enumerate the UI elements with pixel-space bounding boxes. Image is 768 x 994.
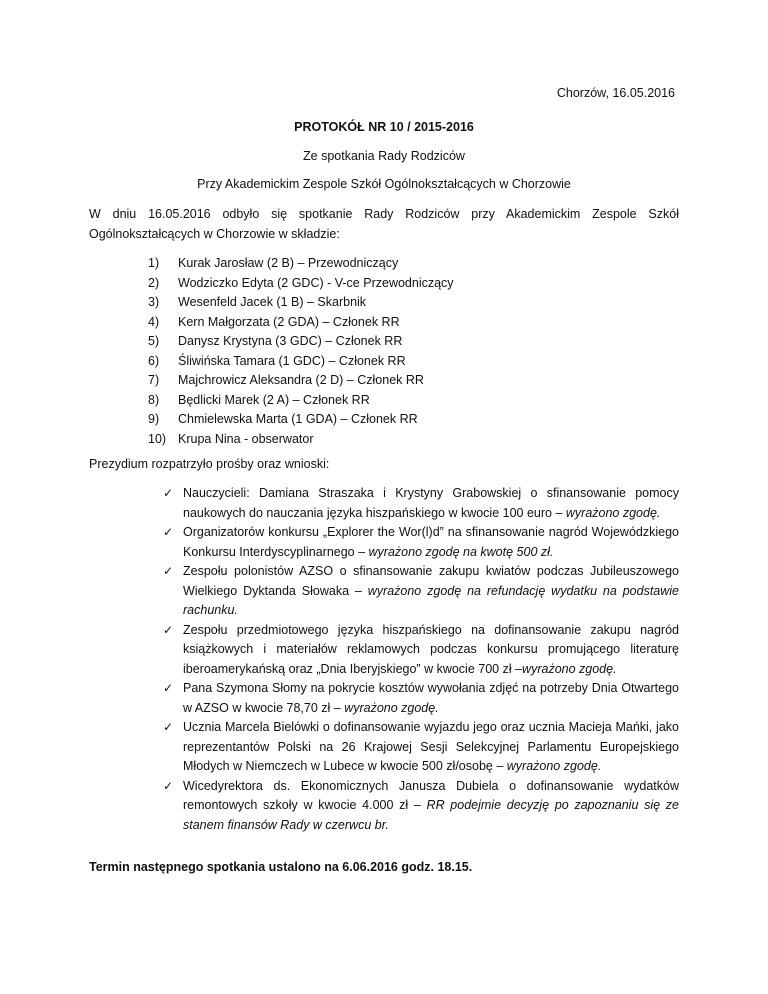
request-text: Ucznia Marcela Bielówki o dofinansowanie wyjazdu jego oraz ucznia Macieja Mańki, jako reprezentantów Polski na 26 Krajowej Sesji Selekcyjnej Parlamentu Europejskiego Młodych w Niemczech w Lubece w kwocie 500 zł/osobę – <box>183 720 679 773</box>
presidium-heading: Prezydium rozpatrzyło prośby oraz wnioski: <box>89 457 330 471</box>
member-text: Kurak Jarosław (2 B) – Przewodniczący <box>178 256 399 270</box>
member-text: Wesenfeld Jacek (1 B) – Skarbnik <box>178 295 367 309</box>
member-number: 4) <box>148 314 160 329</box>
list-item <box>163 679 679 718</box>
list-item <box>163 777 679 836</box>
document-subtitle-meeting: Ze spotkania Rady Rodziców <box>303 149 465 163</box>
checkmark-icon: ✓ <box>163 681 174 695</box>
list-item <box>148 274 454 294</box>
checkmark-icon: ✓ <box>163 525 174 539</box>
request-text: Pana Szymona Słomy na pokrycie kosztów wywołania zdjęć na potrzeby Dnia Otwartego w AZSO w kwocie 78,70 zł – <box>183 681 679 715</box>
document-title: PROTOKÓŁ NR 10 / 2015-2016 <box>294 120 474 134</box>
request-decision: wyrażono zgodę na refundację wydatku na podstawie rachunku. <box>183 583 679 617</box>
list-item <box>148 391 454 411</box>
member-number: 5) <box>148 334 160 348</box>
document-date: Chorzów, 16.05.2016 <box>556 86 675 100</box>
list-item <box>163 621 679 680</box>
request-decision: wyrażono zgodę. <box>344 700 439 715</box>
checkmark-icon: ✓ <box>163 486 174 500</box>
request-text: Zespołu polonistów AZSO o sfinansowanie zakupu kwiatów podczas Jubileuszowego Wielkiego Dyktanda Słowaka – <box>183 564 679 598</box>
list-item <box>148 410 454 430</box>
member-text: Kern Małgorzata (2 GDA) – Członek RR <box>178 314 400 329</box>
checkmark-icon: ✓ <box>163 720 174 734</box>
list-item <box>163 562 679 621</box>
checkmark-icon: ✓ <box>163 564 174 578</box>
list-item <box>148 430 454 450</box>
list-item <box>148 352 454 372</box>
member-number: 8) <box>148 392 160 407</box>
member-number: 6) <box>148 353 160 368</box>
list-item <box>148 371 454 391</box>
member-number: 1) <box>148 256 160 270</box>
list-item <box>148 293 454 313</box>
member-number: 9) <box>148 412 160 426</box>
members-list <box>148 254 454 449</box>
list-item <box>163 484 679 523</box>
list-item <box>148 313 454 333</box>
requests-list <box>163 484 679 835</box>
member-number: 10) <box>148 431 167 446</box>
checkmark-icon: ✓ <box>163 778 174 793</box>
member-text: Będlicki Marek (2 A) – Członek RR <box>178 392 370 407</box>
member-text: Wodziczko Edyta (2 GDC) - V-ce Przewodniczący <box>178 275 454 290</box>
request-decision: wyrażono zgodę na kwotę 500 zł. <box>368 544 554 559</box>
request-decision: RR podejmie decyzję po zapoznaniu się ze stanem finansów Rady w czerwcu br. <box>183 798 680 832</box>
checkmark-icon: ✓ <box>163 622 174 637</box>
request-text: Organizatorów konkursu „Explorer the Wor(l)d” na sfinansowanie nagród Wojewódzkiego Konkursu Interdyscyplinarnego – <box>183 525 679 559</box>
request-decision: wyrażono zgodę. <box>506 759 602 773</box>
list-item <box>148 254 454 274</box>
member-number: 3) <box>148 295 160 309</box>
list-item <box>163 718 679 777</box>
next-meeting-note: Termin następnego spotkania ustalono na 6.06.2016 godz. 18.15. <box>89 860 473 874</box>
request-text: Zespołu przedmiotowego języka hiszpańskiego na dofinansowanie zakupu nagród książkowych i materiałów reklamowych podczas konkursu promującego literaturę iberoamerykańską oraz „Dnia Iberyjskiego” w kwocie 700 zł – <box>183 622 679 676</box>
member-text: Danysz Krystyna (3 GDC) – Członek RR <box>178 334 403 348</box>
member-number: 2) <box>148 275 160 290</box>
request-text: Wicedyrektora ds. Ekonomicznych Janusza Dubiela o dofinansowanie wydatków remontowych szkoły w kwocie 4.000 zł – <box>183 778 679 812</box>
list-item <box>163 523 679 562</box>
request-text: Nauczycieli: Damiana Straszaka i Krystyny Grabowskiej o sfinansowanie pomocy naukowych do nauczania języka hiszpańskiego w kwocie 100 euro – <box>183 486 679 520</box>
member-text: Majchrowicz Aleksandra (2 D) – Członek RR <box>178 373 424 387</box>
member-number: 7) <box>148 373 160 387</box>
list-item <box>148 332 454 352</box>
member-text: Śliwińska Tamara (1 GDC) – Członek RR <box>178 353 406 368</box>
document-subtitle-school: Przy Akademickim Zespole Szkół Ogólnokształcących w Chorzowie <box>197 177 571 191</box>
request-decision: wyrażono zgodę. <box>522 661 617 676</box>
member-text: Chmielewska Marta (1 GDA) – Członek RR <box>178 412 418 426</box>
member-text: Krupa Nina - obserwator <box>178 431 314 446</box>
intro-paragraph: W dniu 16.05.2016 odbyło się spotkanie Rady Rodziców przy Akademickim Zespole Szkół Ogólnokształcących w Chorzowie w składzie: <box>89 207 679 241</box>
request-decision: wyrażono zgodę. <box>565 505 661 520</box>
